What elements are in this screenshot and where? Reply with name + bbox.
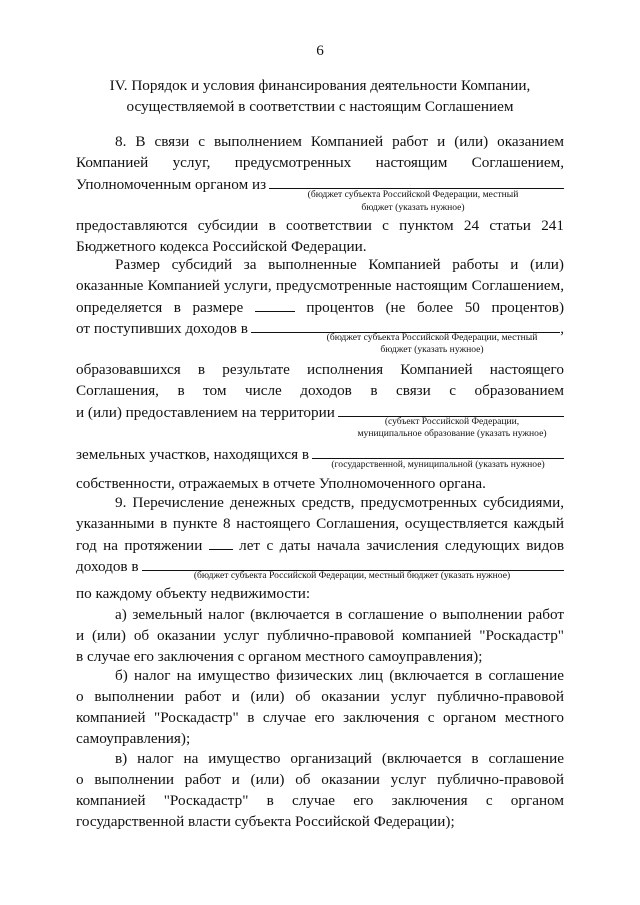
- item-v-line1: в) налог на имущество организаций (включается в соглашение: [115, 750, 564, 767]
- size-line5: образовавшихся в результате исполнения Компанией настоящего: [76, 361, 564, 378]
- section-title-line2: осуществляемой в соответствии с настоящим Соглашением: [126, 98, 514, 115]
- hint-budget-1a: (бюджет субъекта Российской Федерации, местный: [307, 189, 519, 200]
- years-blank: [209, 534, 233, 550]
- item-b-line2: о выполнении работ и (или) об оказании услуг публично-правовой: [76, 688, 564, 705]
- size-line1: Размер субсидий за выполненные Компанией работы и (или): [115, 256, 564, 273]
- item-a-line3: в случае его заключения с органом местного самоуправления);: [76, 648, 483, 665]
- clause9-line4-text: доходов в: [76, 558, 139, 575]
- clause8-line4: предоставляются субсидии в соответствии с пунктом 24 статьи 241: [76, 217, 564, 234]
- budget-blank-1: [269, 173, 564, 189]
- item-v-line2: о выполнении работ и (или) об оказании услуг публично-правовой: [76, 771, 564, 788]
- clause8-line2: Компанией услуг, предусмотренных настоящим Соглашением,: [76, 154, 564, 171]
- clause9-line3-text-a: год на протяжении: [76, 537, 203, 554]
- clause8-line3-text: Уполномоченным органом из: [76, 176, 267, 193]
- size-line4-comma: ,: [560, 320, 564, 337]
- hint-budget-2a: (бюджет субъекта Российской Федерации, местный: [326, 332, 538, 343]
- size-line3-text-a: определяется в размере: [76, 299, 244, 316]
- hint-ownership: (государственной, муниципальной (указать нужное): [331, 459, 545, 470]
- item-a-line2: и (или) об оказании услуг публично-правовой компанией "Роскадастр": [76, 627, 564, 644]
- size-line4-text: от поступивших доходов в: [76, 320, 248, 337]
- hint-budget-3: (бюджет субъекта Российской Федерации, местный бюджет (указать нужное): [193, 570, 511, 581]
- size-line3: [76, 296, 564, 318]
- item-b-line4: самоуправления);: [76, 730, 191, 747]
- item-v-line4: государственной власти субъекта Российской Федерации);: [76, 813, 455, 830]
- item-b-line1: б) налог на имущество физических лиц (включается в соглашение: [115, 667, 564, 684]
- size-line9: собственности, отражаемых в отчете Уполномоченного органа.: [76, 475, 486, 492]
- percent-blank: [255, 296, 295, 312]
- hint-territory-a: (субъект Российской Федерации,: [384, 416, 520, 427]
- clause9-line3: [76, 534, 564, 556]
- item-b-line3: компанией "Роскадастр" в случае его заключения с органом местного: [76, 709, 564, 726]
- size-line8-text: земельных участков, находящихся в: [76, 446, 310, 463]
- section-title-line1: IV. Порядок и условия финансирования деятельности Компании,: [109, 77, 531, 94]
- clause9-line5: по каждому объекту недвижимости:: [76, 585, 311, 602]
- hint-territory-b: муниципальное образование (указать нужное): [357, 428, 547, 439]
- hint-budget-2b: бюджет (указать нужное): [380, 344, 484, 355]
- size-line6: Соглашения, в том числе доходов в связи с образованием: [76, 382, 564, 399]
- ownership-blank: [312, 443, 564, 459]
- hint-budget-1b: бюджет (указать нужное): [361, 202, 465, 213]
- item-a-line1: а) земельный налог (включается в соглашение о выполнении работ: [115, 606, 564, 623]
- clause8-line1: 8. В связи с выполнением Компанией работ и (или) оказанием: [115, 133, 564, 150]
- size-line2: оказанные Компанией услуги, предусмотренные настоящим Соглашением,: [76, 277, 564, 294]
- page-number: 6: [316, 42, 324, 59]
- item-v-line3: компанией "Роскадастр" в случае его заключения с органом: [76, 792, 564, 809]
- clause8-line5: Бюджетного кодекса Российской Федерации.: [76, 238, 367, 255]
- size-line7-text: и (или) предоставлением на территории: [76, 404, 335, 421]
- clause9-line1: 9. Перечисление денежных средств, предусмотренных субсидиями,: [115, 494, 564, 511]
- size-line3-text-b: процентов (не более 50 процентов): [306, 299, 565, 316]
- clause9-line3-text-b: лет с даты начала зачисления следующих видов: [239, 537, 565, 554]
- clause9-line2: указанными в пункте 8 настоящего Соглашения, осуществляется каждый: [76, 515, 564, 532]
